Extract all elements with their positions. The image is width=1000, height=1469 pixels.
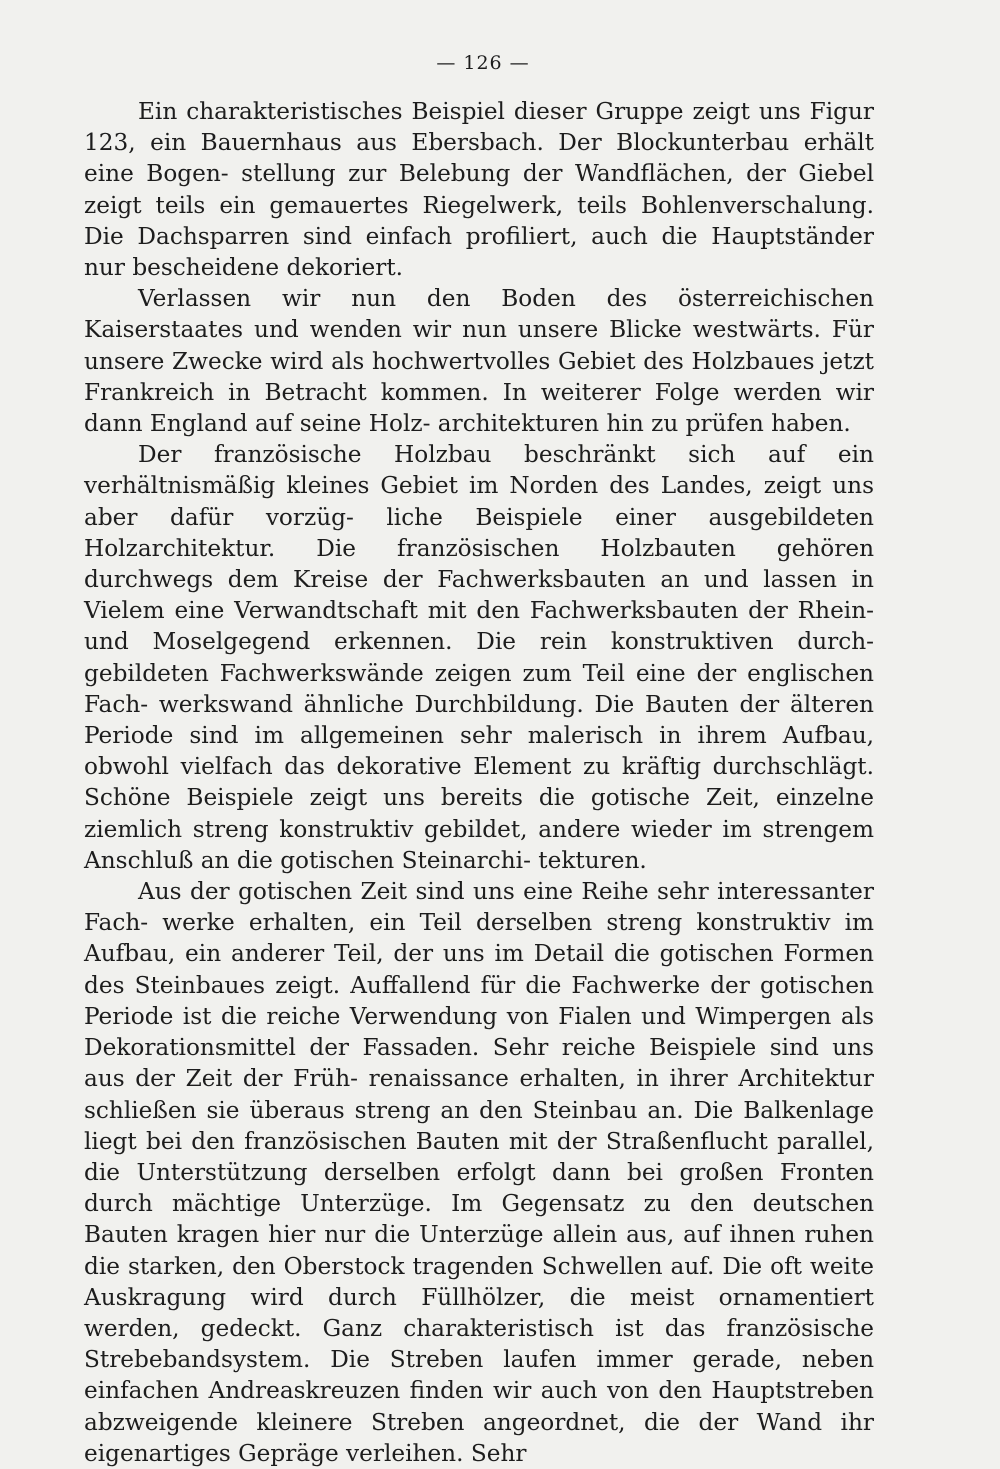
page-number: — 126 — [436,52,530,74]
paragraph-4: Aus der gotischen Zeit sind uns eine Reihe sehr interessanter Fach- werke erhalten, ein Teil derselben streng konstruktiv im Aufbau, ein anderer Teil, der uns im Detail die gotischen Formen des Steinbaues zeigt. Auffallend für die Fachwerke der gotischen Periode ist die reiche Verwendung von Fialen und Wimpergen als Dekorationsmittel der Fassaden. Sehr reiche Beispiele sind uns aus der Zeit der Früh- renaissance erhalten, in ihrer Architektur schließen sie überaus streng an den Steinbau an. Die Balkenlage liegt bei den französischen Bauten mit der Straßenflucht parallel, die Unterstützung derselben erfolgt dann bei großen Fronten durch mächtige Unterzüge. Im Gegensatz zu den deutschen Bauten kragen hier nur die Unterzüge allein aus, auf ihnen ruhen die starken, den Oberstock tragenden Schwellen auf. Die oft weite Auskragung wird durch Füllhölzer, die meist ornamentiert werden, gedeckt. Ganz charakteristisch ist das französische Strebebandsystem. Die Streben laufen immer gerade, neben einfachen Andreaskreuzen finden wir auch von den Hauptstreben abzweigende kleinere Streben angeordnet, die der Wand ihr eigenartiges Gepräge verleihen. Sehr [84,878,874,1467]
paragraph-1: Ein charakteristisches Beispiel dieser Gruppe zeigt uns Figur 123, ein Bauernhaus aus Ebersbach. Der Blockunterbau erhält eine Bogen- stellung zur Belebung der Wandflächen, der Giebel zeigt teils ein gemauertes Riegelwerk, teils Bohlenverschalung. Die Dachsparren sind einfach profiliert, auch die Hauptständer nur bescheidene dekoriert. [84,98,874,282]
paragraph-2: Verlassen wir nun den Boden des österreichischen Kaiserstaates und wenden wir nun unsere Blicke westwärts. Für unsere Zwecke wird als hochwertvolles Gebiet des Holzbaues jetzt Frankreich in Betracht kommen. In weiterer Folge werden wir dann England auf seine Holz- architekturen hin zu prüfen haben. [84,285,874,438]
paragraph-3: Der französische Holzbau beschränkt sich auf ein verhältnismäßig kleines Gebiet im Norden des Landes, zeigt uns aber dafür vorzüg- liche Beispiele einer ausgebildeten Holzarchitektur. Die französischen Holzbauten gehören durchwegs dem Kreise der Fachwerksbauten an und lassen in Vielem eine Verwandtschaft mit den Fachwerksbauten der Rhein- und Moselgegend erkennen. Die rein konstruktiven durch- gebildeten Fachwerkswände zeigen zum Teil eine der englischen Fach- werkswand ähnliche Durchbildung. Die Bauten der älteren Periode sind im allgemeinen sehr malerisch in ihrem Aufbau, obwohl vielfach das dekorative Element zu kräftig durchschlägt. Schöne Beispiele zeigt uns bereits die gotische Zeit, einzelne ziemlich streng konstruktiv gebildet, andere wieder im strengem Anschluß an die gotischen Steinarchi- tekturen. [84,441,874,874]
